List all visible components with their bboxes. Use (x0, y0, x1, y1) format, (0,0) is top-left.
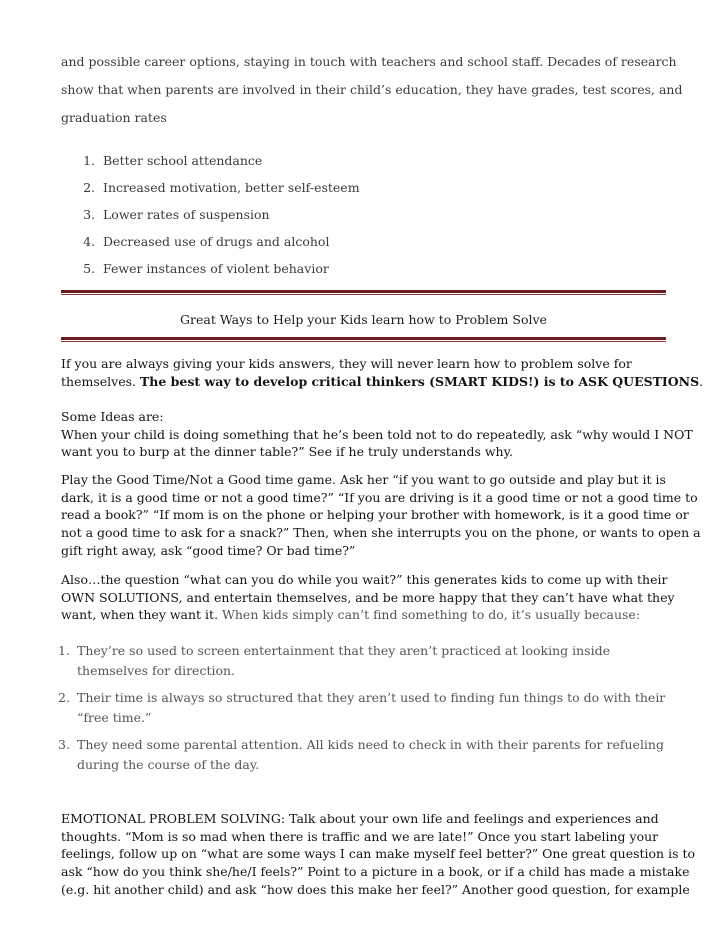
answers-paragraph (61, 355, 704, 390)
paragraph-line: OWN SOLUTIONS, and entertain themselves, and be more happy that they can’t have what they (61, 589, 675, 605)
ideas-heading: Some Ideas are: (61, 409, 164, 424)
paragraph-line: EMOTIONAL PROBLEM SOLVING: Talk about your own life and feelings and experiences and (61, 811, 659, 826)
section-heading: Great Ways to Help your Kids learn how to Problem Solve (180, 312, 547, 327)
paragraph-line: (e.g. hit another child) and ask “how does this make her feel?” Another good question, for example (61, 881, 690, 897)
list-item (61, 255, 661, 282)
list-item-text: Better school attendance (103, 153, 263, 168)
intro-line: show that when parents are involved in their child’s education, they have grades, test scores, and (61, 82, 683, 97)
list-item-text: Decreased use of drugs and alcohol (103, 234, 330, 249)
benefits-list (61, 147, 661, 282)
paragraph-line: read a book?” “If mom is on the phone or helping your brother with homework, is it a good time or (61, 507, 689, 523)
also-paragraph (61, 571, 673, 624)
list-item-line: They’re so used to screen entertainment that they aren’t practiced at looking inside (77, 643, 610, 658)
text-span: . (699, 373, 704, 389)
list-number: 3. (58, 737, 70, 752)
paragraph-line: ask “how do you think she/he/I feels?” Point to a picture in a book, or if a child has made a mistake (61, 864, 690, 880)
list-item-line: themselves for direction. (77, 663, 236, 678)
list-item (61, 201, 661, 228)
paragraph-line: Play the Good Time/Not a Good time game. Ask her “if you want to go outside and play but it is (61, 472, 666, 487)
text-span-grey: When kids simply can’t find something to do, it’s usually because: (218, 607, 641, 623)
paragraph-line: Also…the question “what can you do while you wait?” this generates kids to come up with their (61, 572, 668, 587)
list-item-line: during the course of the day. (77, 757, 260, 772)
text-span: want, when they want it. (61, 607, 219, 623)
paragraph-line: thoughts. “Mom is so mad when there is traffic and we are late!” Once you start labeling your (61, 828, 659, 844)
list-item (58, 735, 678, 775)
list-number: 5. (83, 261, 95, 276)
good-time-paragraph (61, 471, 701, 560)
paragraph-line: not a good time to ask for a snack?” Then, when she interrupts you on the phone, or wants to open a (61, 525, 701, 541)
list-number: 1. (58, 643, 70, 658)
list-item-text: Increased motivation, better self-esteem (103, 180, 360, 195)
section-divider-bottom (61, 337, 666, 342)
list-item-line: Their time is always so structured that they aren’t used to finding fun things to do with their (77, 690, 666, 705)
intro-line: graduation rates (61, 110, 167, 125)
intro-line: and possible career options, staying in touch with teachers and school staff. Decades of research (61, 54, 677, 69)
list-number: 2. (58, 690, 70, 705)
list-item (58, 688, 678, 728)
list-number: 2. (83, 180, 95, 195)
list-number: 4. (83, 234, 95, 249)
paragraph-line: want you to burp at the dinner table?” See if he truly understands why. (61, 444, 513, 460)
reasons-list (58, 641, 678, 775)
ideas-paragraph (61, 408, 693, 461)
list-item (61, 147, 661, 174)
paragraph-line: dark, it is a good time or not a good time?” “If you are driving is it a good time or not a good time to (61, 489, 698, 505)
list-number: 1. (83, 153, 95, 168)
paragraph-line (61, 606, 673, 624)
list-item-line: “free time.” (77, 710, 152, 725)
paragraph-line: gift right away, ask “good time? Or bad time?” (61, 542, 356, 558)
paragraph-line: feelings, follow up on “what are some ways I can make myself feel better?” One great question is to (61, 846, 696, 862)
list-item-text: Lower rates of suspension (103, 207, 270, 222)
list-number: 3. (83, 207, 95, 222)
list-item-text: Fewer instances of violent behavior (103, 261, 329, 276)
list-item (61, 228, 661, 255)
bold-emphasis: The best way to develop critical thinkers (SMART KIDS!) is to ASK QUESTIONS (139, 373, 700, 389)
intro-paragraph (61, 48, 701, 132)
paragraph-line (61, 373, 704, 391)
paragraph-line: When your child is doing something that he’s been told not to do repeatedly, ask “why would I NOT (61, 426, 693, 442)
text-span: themselves. (61, 373, 140, 389)
section-divider-top (61, 290, 666, 295)
emotional-paragraph (61, 810, 696, 899)
paragraph-line: If you are always giving your kids answers, they will never learn how to problem solve for (61, 356, 632, 371)
list-item (61, 174, 661, 201)
list-item (58, 641, 678, 681)
list-item-line: They need some parental attention. All kids need to check in with their parents for refueling (77, 737, 664, 752)
